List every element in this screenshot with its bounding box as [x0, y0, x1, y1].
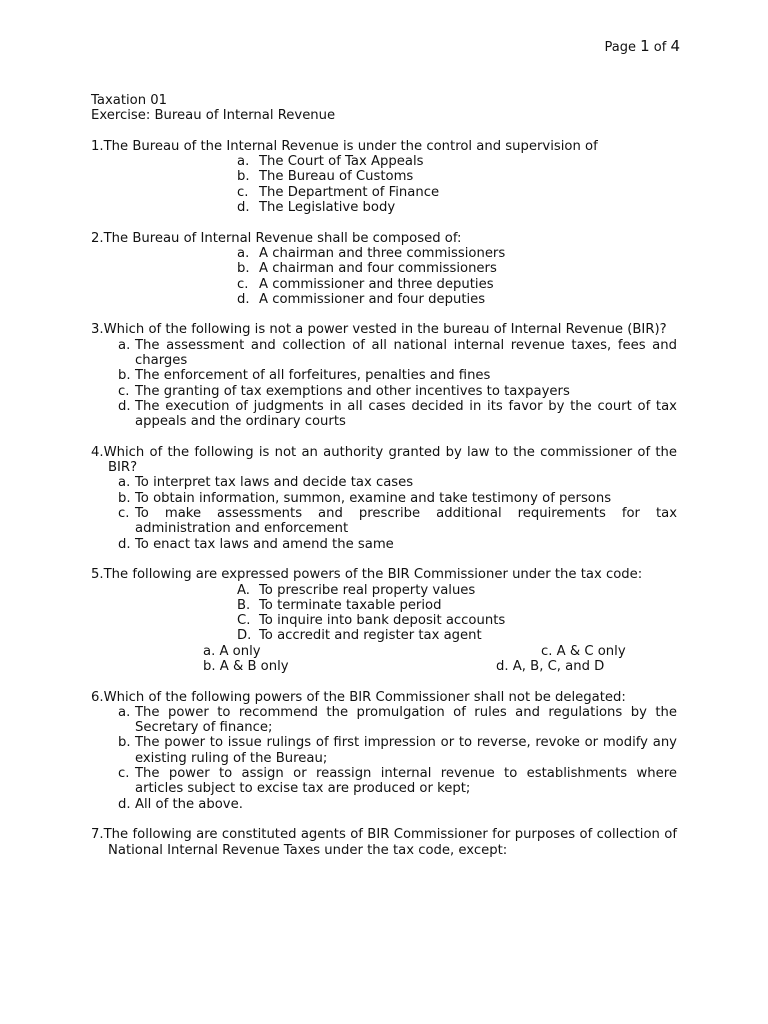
option-c: c. The Department of Finance [237, 184, 440, 200]
option-b: b. The power to issue rulings of first impression or to reverse, revoke or modify any existing ruling of the Bureau; [118, 735, 677, 766]
statement-d: D. To accredit and register tax agent [237, 628, 482, 644]
page-total: 4 [670, 37, 680, 55]
statement-b: B. To terminate taxable period [237, 597, 442, 613]
question-stem: 4.Which of the following is not an authority granted by law to the commissioner of the BIR? [91, 444, 677, 476]
page-number [604, 39, 680, 55]
question-stem: 7.The following are constituted agents of BIR Commissioner for purposes of collection of National Internal Revenue Taxes under the tax code, except: [91, 827, 677, 858]
option-a: a. The Court of Tax Appeals [237, 154, 424, 170]
page-of: of [653, 40, 667, 55]
choice-b: b. A & B only [203, 658, 289, 674]
option-c: c. A commissioner and three deputies [237, 276, 494, 292]
option-c: c. The power to assign or reassign internal revenue to establishments where articles subject to excise tax are produced or kept; [118, 766, 677, 797]
option-b: b. A chairman and four commissioners [237, 261, 497, 277]
question-7 [91, 827, 677, 858]
option-a: a. To interpret tax laws and decide tax cases [118, 475, 414, 491]
question-2 [91, 231, 677, 307]
option-b: b. The enforcement of all forfeitures, penalties and fines [118, 368, 491, 384]
option-c: c. The granting of tax exemptions and other incentives to taxpayers [118, 383, 570, 399]
statement-a: A. To prescribe real property values [237, 582, 476, 598]
option-c: c. To make assessments and prescribe additional requirements for tax administration and enforcement [118, 506, 677, 537]
question-stem: 2.The Bureau of Internal Revenue shall be composed of: [91, 230, 462, 246]
option-d: d. All of the above. [118, 796, 243, 812]
option-a: a. A chairman and three commissioners [237, 245, 506, 261]
question-stem: 1.The Bureau of the Internal Revenue is under the control and supervision of [91, 138, 598, 154]
question-5 [91, 567, 677, 674]
option-a: a. The assessment and collection of all national internal revenue taxes, fees and charges [118, 337, 677, 369]
question-3 [91, 322, 677, 429]
option-d: d. The Legislative body [237, 200, 396, 216]
question-stem: 3.Which of the following is not a power vested in the bureau of Internal Revenue (BIR)? [91, 322, 667, 338]
choice-c: c. A & C only [541, 643, 626, 659]
option-a: a. The power to recommend the promulgation of rules and regulations by the Secretary of finance; [118, 704, 677, 736]
option-d: d. A commissioner and four deputies [237, 291, 486, 307]
option-b: b. To obtain information, summon, examine and take testimony of persons [118, 490, 612, 506]
option-d: d. The execution of judgments in all cases decided in its favor by the court of tax appeals and the ordinary courts [118, 398, 677, 430]
option-b: b. The Bureau of Customs [237, 169, 414, 185]
question-stem: 6.Which of the following powers of the BIR Commissioner shall not be delegated: [91, 689, 626, 705]
option-d: d. To enact tax laws and amend the same [118, 536, 394, 552]
exercise-title: Exercise: Bureau of Internal Revenue [91, 108, 336, 124]
page-prefix: Page [604, 40, 636, 55]
choice-d: d. A, B, C, and D [496, 658, 605, 674]
question-1 [91, 139, 677, 215]
document-body [91, 93, 677, 858]
question-4 [91, 445, 677, 552]
question-6 [91, 690, 677, 812]
question-stem: 5.The following are expressed powers of the BIR Commissioner under the tax code: [91, 567, 643, 583]
choice-a: a. A only [203, 643, 261, 659]
course-title: Taxation 01 [91, 93, 168, 108]
statement-c: C. To inquire into bank deposit accounts [237, 613, 506, 629]
page-current: 1 [640, 37, 650, 55]
